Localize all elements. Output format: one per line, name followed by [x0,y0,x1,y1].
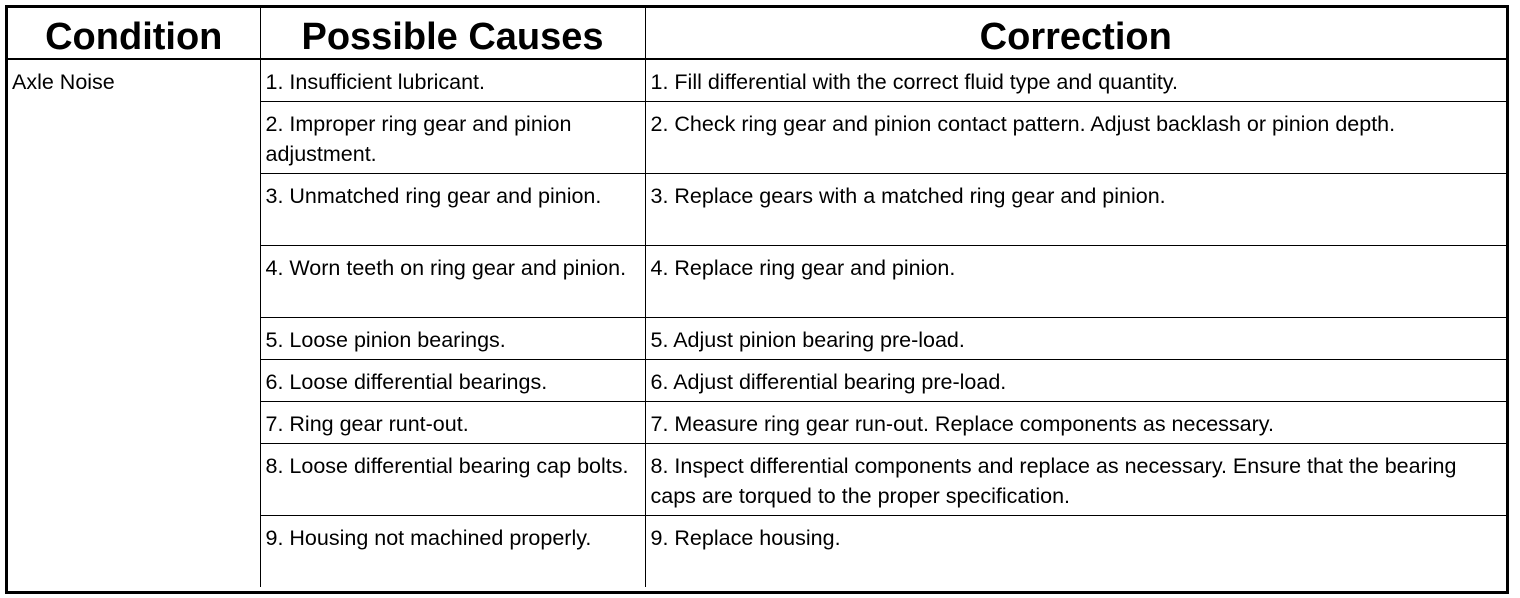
correction-cell: 7. Measure ring gear run-out. Replace components as necessary. [645,401,1506,443]
cause-cell: 5. Loose pinion bearings. [260,317,645,359]
cause-cell: 7. Ring gear runt-out. [260,401,645,443]
cause-cell: 3. Unmatched ring gear and pinion. [260,173,645,245]
cause-cell: 4. Worn teeth on ring gear and pinion. [260,245,645,317]
header-possible-causes: Possible Causes [260,8,645,59]
condition-cell: Axle Noise [8,59,260,587]
cause-cell: 6. Loose differential bearings. [260,359,645,401]
correction-cell: 2. Check ring gear and pinion contact pattern. Adjust backlash or pinion depth. [645,101,1506,173]
header-correction: Correction [645,8,1506,59]
correction-cell: 4. Replace ring gear and pinion. [645,245,1506,317]
diagnosis-table-frame [5,5,1509,594]
cause-cell: 2. Improper ring gear and pinion adjustment. [260,101,645,173]
header-condition: Condition [8,8,260,59]
correction-cell: 9. Replace housing. [650,525,841,550]
diagnosis-table [8,8,1506,587]
correction-cell: 5. Adjust pinion bearing pre-load. [645,317,1506,359]
cause-cell: 1. Insufficient lubricant. [260,59,645,101]
table-header-row [8,8,1506,59]
table-row [8,59,1506,101]
cause-cell: 9. Housing not machined properly. [260,515,645,587]
correction-cell: 3. Replace gears with a matched ring gear and pinion. [645,173,1506,245]
cause-cell: 8. Loose differential bearing cap bolts. [260,443,645,515]
correction-cell: 1. Fill differential with the correct fluid type and quantity. [645,59,1506,101]
correction-cell: 6. Adjust differential bearing pre-load. [645,359,1506,401]
correction-cell: 8. Inspect differential components and replace as necessary. Ensure that the bearing caps are torqued to the proper specification. [645,443,1506,515]
